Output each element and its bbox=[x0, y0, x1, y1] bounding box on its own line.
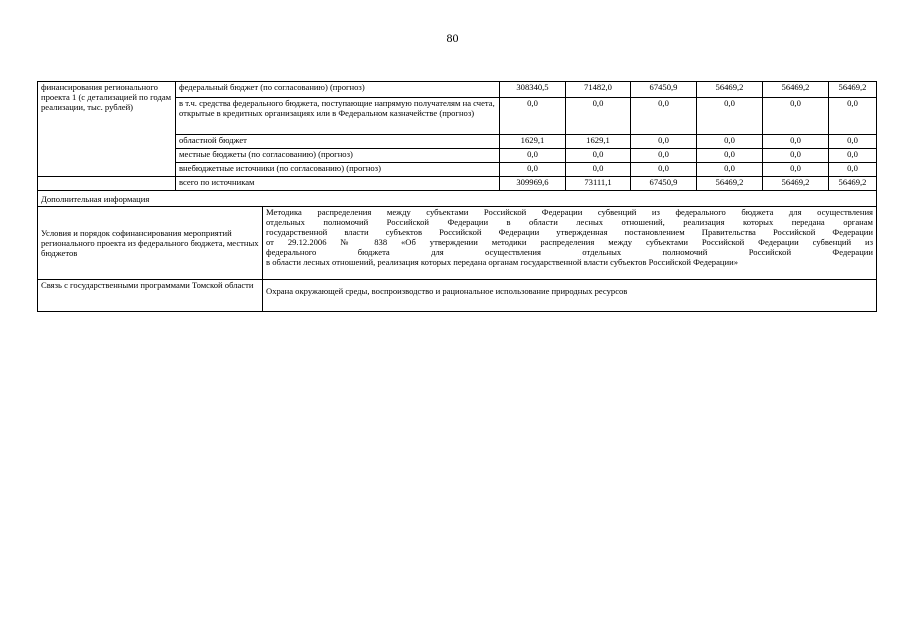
value-cell: 73111,1 bbox=[566, 177, 631, 191]
additional-info-row bbox=[38, 191, 877, 207]
source-label: местные бюджеты (по согласованию) (прогноз) bbox=[176, 149, 500, 163]
value-cell: 56469,2 bbox=[763, 82, 829, 98]
value-cell: 0,0 bbox=[697, 135, 763, 149]
value-cell: 56469,2 bbox=[829, 177, 877, 191]
source-label: в т.ч. средства федерального бюджета, поступающие напрямую получателям на счета, открытые в кредитных организациях или в Федеральном казначействе (прогноз) bbox=[176, 98, 500, 135]
source-label: областной бюджет bbox=[176, 135, 500, 149]
source-label: всего по источникам bbox=[176, 177, 500, 191]
value-cell: 56469,2 bbox=[697, 82, 763, 98]
value-cell: 0,0 bbox=[697, 149, 763, 163]
conditions-line: в области лесных отношений, реализация которых передана органам государственной власти субъектов Российской Федерации» bbox=[266, 257, 739, 267]
value-cell: 0,0 bbox=[566, 98, 631, 135]
table-row-total bbox=[38, 177, 877, 191]
additional-info-heading: Дополнительная информация bbox=[38, 191, 877, 207]
programs-link-label: Связь с государственными программами Томской области bbox=[38, 280, 263, 312]
value-cell: 0,0 bbox=[631, 163, 697, 177]
value-cell: 0,0 bbox=[763, 149, 829, 163]
value-cell: 0,0 bbox=[500, 149, 566, 163]
conditions-text bbox=[263, 207, 877, 280]
conditions-row bbox=[38, 207, 877, 280]
value-cell: 0,0 bbox=[763, 98, 829, 135]
value-cell: 67450,9 bbox=[631, 82, 697, 98]
value-cell: 1629,1 bbox=[566, 135, 631, 149]
value-cell: 1629,1 bbox=[500, 135, 566, 149]
value-cell: 0,0 bbox=[763, 135, 829, 149]
value-cell: 0,0 bbox=[763, 163, 829, 177]
conditions-line: государственной власти субъектов Российской Федерации утвержденная постановлением Правительства Российской Федерации bbox=[266, 227, 873, 237]
value-cell: 0,0 bbox=[829, 163, 877, 177]
value-cell: 56469,2 bbox=[829, 82, 877, 98]
value-cell: 0,0 bbox=[697, 163, 763, 177]
conditions-line: федерального бюджета для осуществления отдельных полномочий Российской Федерации bbox=[266, 247, 873, 257]
value-cell: 0,0 bbox=[566, 149, 631, 163]
value-cell: 0,0 bbox=[500, 163, 566, 177]
conditions-line: отдельных полномочий Российской Федерации в области лесных отношений, реализация которых передана органам bbox=[266, 217, 873, 227]
value-cell: 0,0 bbox=[631, 135, 697, 149]
financing-table bbox=[37, 81, 877, 312]
value-cell: 308340,5 bbox=[500, 82, 566, 98]
value-cell: 0,0 bbox=[697, 98, 763, 135]
value-cell: 0,0 bbox=[566, 163, 631, 177]
value-cell: 0,0 bbox=[829, 149, 877, 163]
value-cell: 0,0 bbox=[829, 135, 877, 149]
value-cell: 309969,6 bbox=[500, 177, 566, 191]
conditions-line: от 29.12.2006 № 838 «Об утверждении методики распределения между субъектами Российской Федерации субвенций из bbox=[266, 237, 873, 247]
conditions-line: Методика распределения между субъектами Российской Федерации субвенций из федерального бюджета для осуществления bbox=[266, 207, 873, 217]
value-cell: 0,0 bbox=[500, 98, 566, 135]
value-cell: 0,0 bbox=[829, 98, 877, 135]
value-cell: 56469,2 bbox=[763, 177, 829, 191]
value-cell: 56469,2 bbox=[697, 177, 763, 191]
value-cell: 0,0 bbox=[631, 149, 697, 163]
empty-cell bbox=[38, 177, 176, 191]
page-number: 80 bbox=[446, 31, 459, 45]
value-cell: 71482,0 bbox=[566, 82, 631, 98]
programs-link-row bbox=[38, 280, 877, 312]
programs-link-value: Охрана окружающей среды, воспроизводство и рациональное использование природных ресурсов bbox=[263, 280, 877, 312]
source-label: внебюджетные источники (по согласованию) (прогноз) bbox=[176, 163, 500, 177]
table-row bbox=[38, 82, 877, 98]
value-cell: 67450,9 bbox=[631, 177, 697, 191]
conditions-label: Условия и порядок софинансирования мероприятий регионального проекта из федерального бюджета, местных бюджетов bbox=[38, 207, 263, 280]
source-label: федеральный бюджет (по согласованию) (прогноз) bbox=[176, 82, 500, 98]
financing-label: финансирования регионального проекта 1 (с детализацией по годам реализации, тыс. рублей) bbox=[38, 82, 176, 177]
value-cell: 0,0 bbox=[631, 98, 697, 135]
